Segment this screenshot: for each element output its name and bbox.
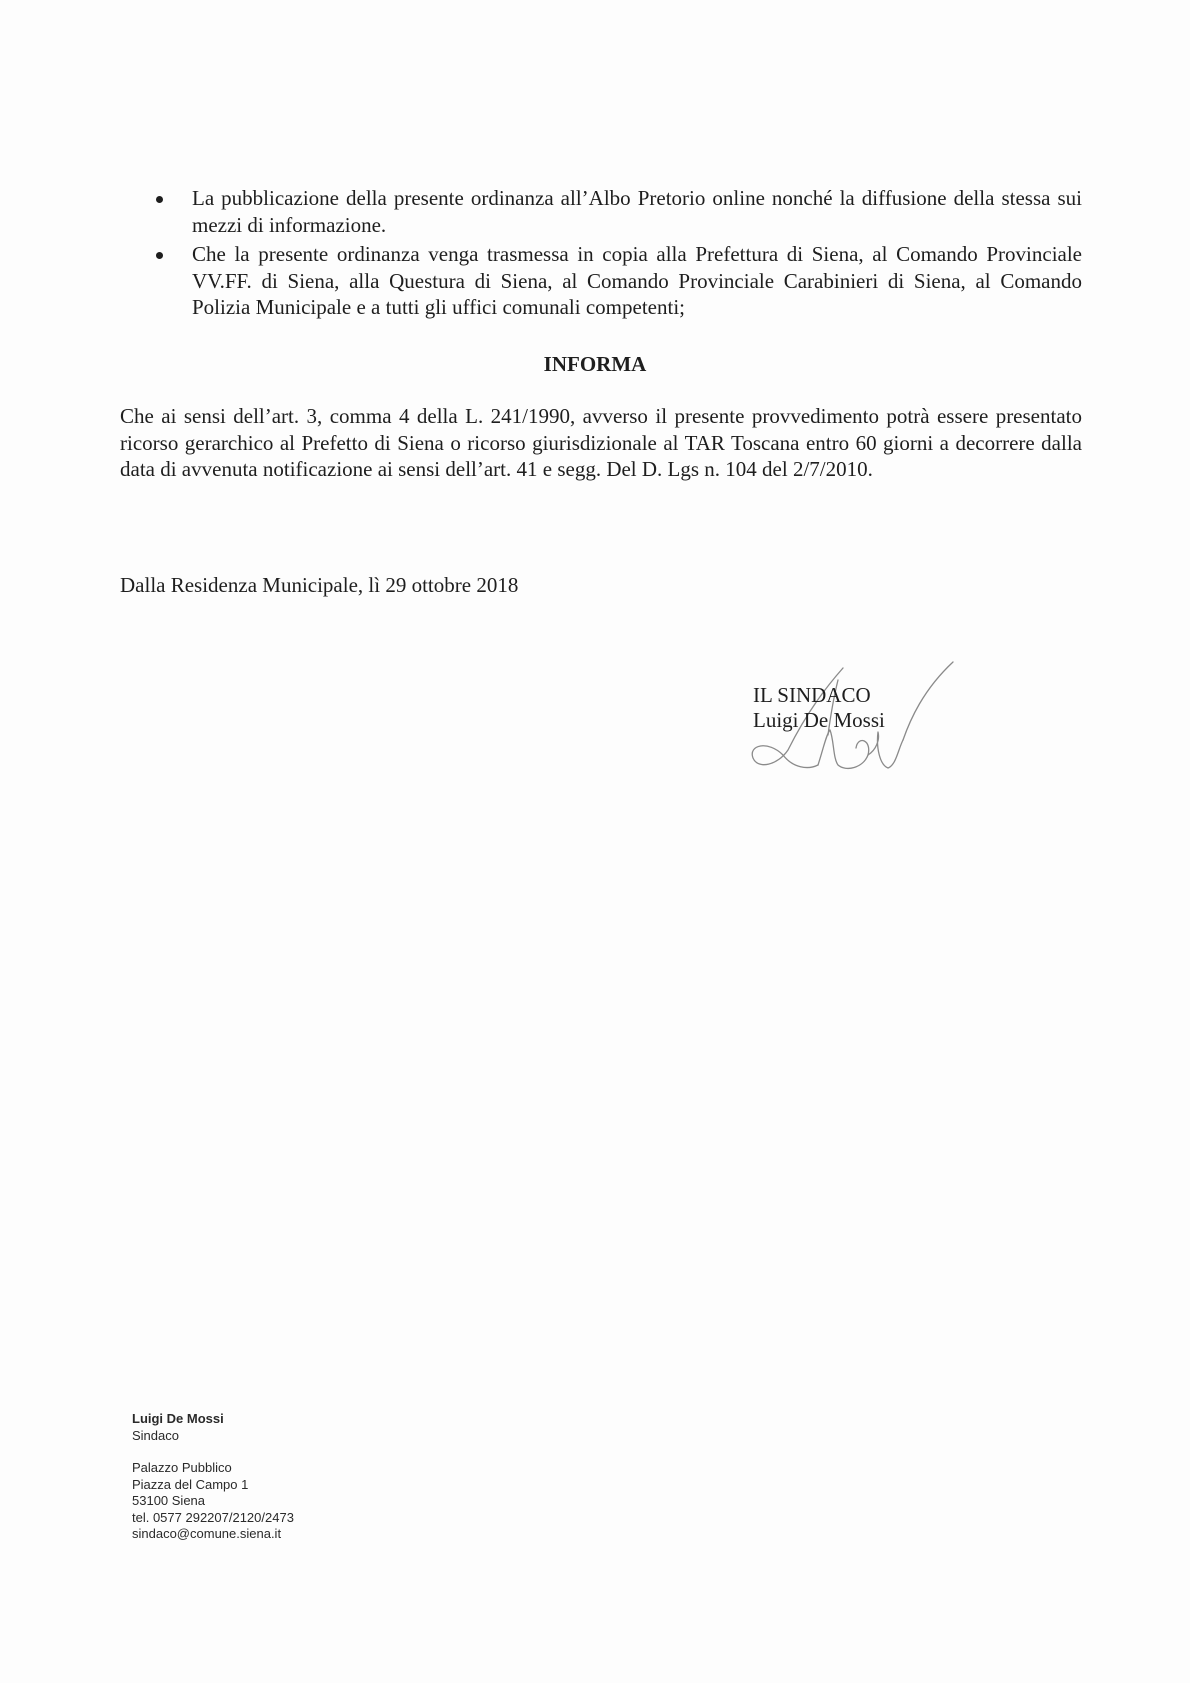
- signatory-title: IL SINDACO: [753, 683, 871, 707]
- footer-name: Luigi De Mossi: [132, 1411, 224, 1426]
- footer-role: Sindaco: [132, 1427, 179, 1443]
- bullet-dot-icon: [156, 252, 163, 259]
- bullet-item: [152, 185, 1082, 238]
- footer-spacer: [132, 1444, 294, 1460]
- date-line: Dalla Residenza Municipale, lì 29 ottobre 2018: [120, 573, 519, 597]
- footer-address-line: Piazza del Campo 1: [132, 1476, 249, 1492]
- footer-contact: [132, 1411, 294, 1543]
- body-paragraph: Che ai sensi dell’art. 3, comma 4 della L. 241/1990, avverso il presente provvedimento potrà essere presentato ricorso gerarchico al Prefetto di Siena o ricorso giurisdizionale al TAR Toscana entro 60 giorni a decorrere dalla data di avvenuta notificazione ai sensi dell’art. 41 e segg. Del D. Lgs n. 104 del 2/7/2010.: [120, 404, 1082, 481]
- signatory-name: Luigi De Mossi: [753, 708, 885, 732]
- bullet-item: [152, 241, 1082, 321]
- section-heading: INFORMA: [543, 352, 647, 376]
- bullet-text: La pubblicazione della presente ordinanza all’Albo Pretorio online nonché la diffusione della stessa sui mezzi di informazione.: [192, 186, 1082, 237]
- bullet-list: [152, 185, 1082, 324]
- footer-address-line: Palazzo Pubblico: [132, 1460, 232, 1475]
- signature-block: [753, 683, 953, 733]
- footer-email: sindaco@comune.siena.it: [132, 1526, 282, 1541]
- bullet-text: Che la presente ordinanza venga trasmessa in copia alla Prefettura di Siena, al Comando Provinciale VV.FF. di Siena, alla Questura di Siena, al Comando Provinciale Carabinieri di Siena, al Comando Polizia Municipale e a tutti gli uffici comunali competenti;: [192, 242, 1082, 319]
- footer-address-line: 53100 Siena: [132, 1493, 206, 1508]
- footer-phone: tel. 0577 292207/2120/2473: [132, 1509, 294, 1525]
- bullet-dot-icon: [156, 196, 163, 203]
